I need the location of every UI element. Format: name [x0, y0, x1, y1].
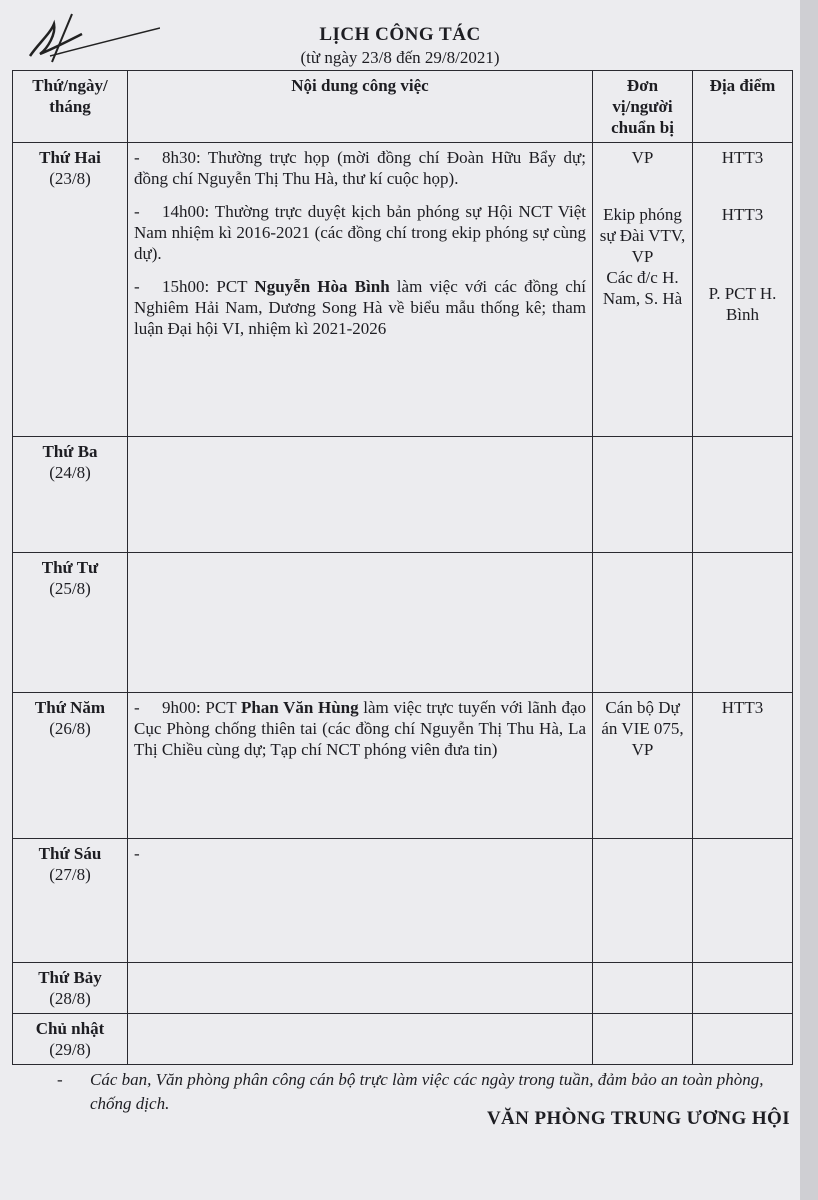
table-row: [13, 143, 793, 437]
table-row: [13, 693, 793, 839]
table-header-row: [13, 71, 793, 143]
place-cell: [693, 963, 793, 1014]
unit-cell: [593, 1014, 693, 1065]
table-row: [13, 1014, 793, 1065]
table-row: [13, 553, 793, 693]
task-item: - 14h00: Thường trực duyệt kịch bản phóng sự Hội NCT Việt Nam nhiệm kì 2016-2021 (các đồng chí trong ekip phóng sự cùng dự).: [134, 202, 586, 263]
footnote-text: Các ban, Văn phòng phân công cán bộ trực làm việc các ngày trong tuần, đảm bảo an toàn phòng, chống dịch.: [90, 1070, 764, 1113]
place-text: HTT3: [721, 698, 764, 717]
day-date: (29/8): [49, 1040, 91, 1059]
place-cell: [693, 839, 793, 963]
column-header-content: Nội dung công việc: [128, 71, 593, 143]
table-row: [13, 839, 793, 963]
day-date: (24/8): [49, 463, 91, 482]
day-date: (26/8): [49, 719, 91, 738]
unit-cell: [593, 553, 693, 693]
column-header-place: Địa điểm: [693, 71, 793, 143]
content-cell: [128, 437, 593, 553]
content-cell: [128, 963, 593, 1014]
day-name: Thứ Năm: [34, 698, 106, 717]
unit-text: Ekip phóng sự Đài VTV, VP: [599, 205, 686, 266]
page-title: LỊCH CÔNG TÁC: [319, 24, 481, 45]
day-name: Thứ Tư: [41, 558, 99, 577]
schedule-table: [12, 70, 793, 1065]
place-cell: [693, 553, 793, 693]
task-item: - 15h00: PCT Nguyễn Hòa Bình làm việc với các đồng chí Nghiêm Hải Nam, Dương Song Hà về biểu mẫu thống kê; tham luận Đại hội VI, nhiệm kì 2021-2026: [134, 277, 586, 338]
column-header-unit: Đơn vị/người chuẩn bị: [593, 71, 693, 143]
day-cell: [13, 1014, 128, 1065]
task-item: -: [134, 844, 140, 863]
place-cell: [693, 1014, 793, 1065]
content-cell: [128, 1014, 593, 1065]
place-text: P. PCT H. Bình: [708, 284, 777, 324]
column-header-day: Thứ/ngày/ tháng: [13, 71, 128, 143]
day-cell: [13, 553, 128, 693]
content-cell: [128, 693, 593, 839]
task-item: - 8h30: Thường trực họp (mời đồng chí Đoàn Hữu Bẩy dự; đồng chí Nguyễn Thị Thu Hà, thư kí cuộc họp).: [134, 148, 586, 188]
day-name: Thứ Hai: [39, 148, 101, 167]
page-edge: [800, 0, 818, 1200]
day-name: Thứ Sáu: [38, 844, 102, 863]
day-cell: [13, 839, 128, 963]
table-row: [13, 437, 793, 553]
day-date: (23/8): [49, 169, 91, 188]
unit-text: Các đ/c H. Nam, S. Hà: [602, 268, 683, 308]
unit-cell: [593, 963, 693, 1014]
day-name: Chủ nhật: [35, 1019, 105, 1038]
day-name: Thứ Bảy: [38, 968, 102, 987]
day-date: (28/8): [49, 989, 91, 1008]
unit-cell: [593, 693, 693, 839]
content-cell: [128, 553, 593, 693]
place-cell: [693, 693, 793, 839]
unit-cell: [593, 839, 693, 963]
unit-cell: [593, 143, 693, 437]
place-text: HTT3: [721, 148, 764, 167]
task-item: - 9h00: PCT Phan Văn Hùng làm việc trực tuyến với lãnh đạo Cục Phòng chống thiên tai (các đồng chí Nguyễn Thị Thu Hà, La Thị Chiều cùng dự; Tạp chí NCT phóng viên đưa tin): [134, 698, 587, 759]
content-cell: [128, 839, 593, 963]
day-name: Thứ Ba: [42, 442, 98, 461]
unit-text: Cán bộ Dự án VIE 075, VP: [601, 698, 684, 759]
day-date: (25/8): [49, 579, 91, 598]
day-cell: [13, 693, 128, 839]
day-date: (27/8): [49, 865, 91, 884]
day-cell: [13, 143, 128, 437]
place-cell: [693, 143, 793, 437]
unit-cell: [593, 437, 693, 553]
table-row: [13, 963, 793, 1014]
place-text: HTT3: [721, 205, 764, 224]
day-cell: [13, 437, 128, 553]
content-cell: [128, 143, 593, 437]
date-range: (từ ngày 23/8 đến 29/8/2021): [300, 48, 500, 67]
footnote-bullet: -: [57, 1070, 63, 1089]
issuer-signature-line: VĂN PHÒNG TRUNG ƯƠNG HỘI: [486, 1108, 790, 1129]
day-cell: [13, 963, 128, 1014]
unit-text: VP: [631, 148, 654, 167]
place-cell: [693, 437, 793, 553]
